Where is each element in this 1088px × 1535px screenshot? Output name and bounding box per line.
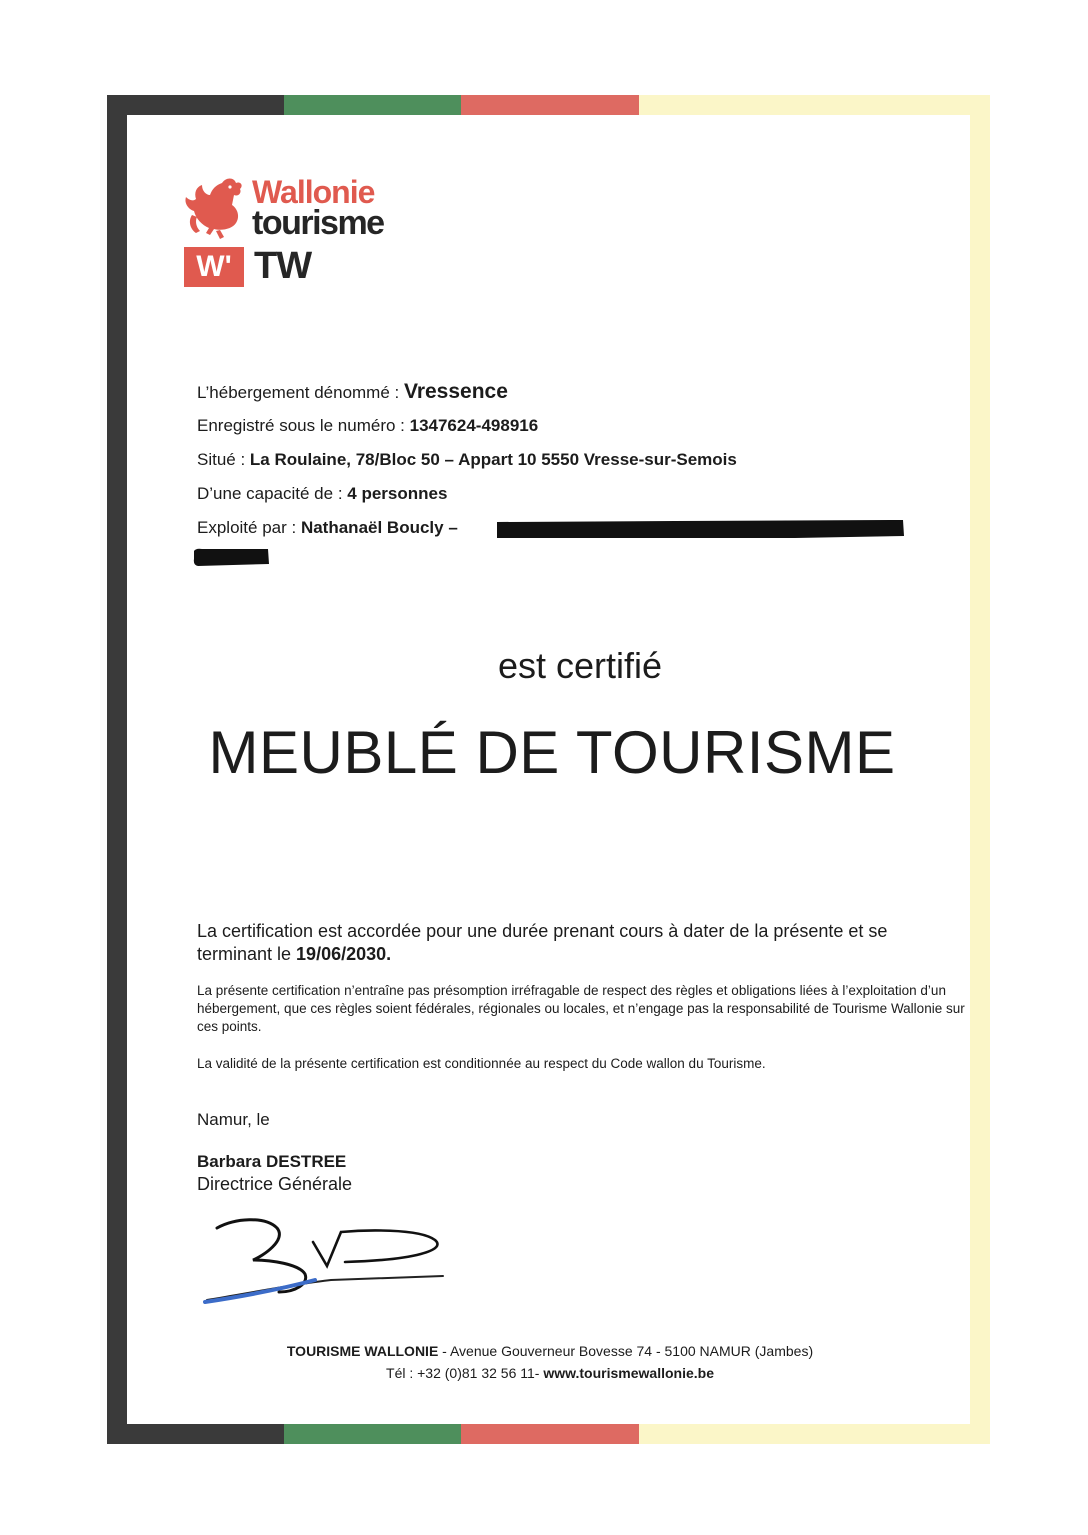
signer-name: Barbara DESTREE — [197, 1152, 347, 1171]
footer-website: www.tourismewallonie.be — [543, 1365, 714, 1381]
border-bottom-dark — [107, 1424, 284, 1444]
grant-text: La certification est accordée pour une durée prenant cours à dater de la présente et se terminant le — [197, 921, 888, 964]
border-bottom-red — [461, 1424, 639, 1444]
border-top-red — [461, 95, 639, 115]
detail-name — [197, 378, 957, 412]
redaction-bar-small — [192, 547, 270, 567]
detail-location-value: La Roulaine, 78/Bloc 50 – Appart 10 5550 Vresse-sur-Semois — [249, 450, 737, 469]
detail-capacity-label: D’une capacité de : — [197, 484, 348, 503]
detail-location — [197, 446, 957, 480]
logo-wallonie-text: Wallonie — [252, 174, 375, 210]
border-top-dark — [107, 95, 284, 115]
detail-capacity — [197, 480, 957, 514]
border-top-green — [284, 95, 461, 115]
logo-tw-text: TW — [254, 245, 312, 287]
logo-tourisme-text: tourisme — [252, 204, 384, 242]
validity-paragraph: La validité de la présente certification est conditionnée au respect du Code wallon du Tourisme. — [197, 1056, 766, 1071]
grant-end-date: 19/06/2030. — [296, 944, 392, 964]
detail-number-label: Enregistré sous le numéro : — [197, 416, 410, 435]
certification-title: MEUBLÉ DE TOURISME — [208, 719, 896, 786]
footer-contact-line — [0, 1362, 1088, 1384]
detail-name-value: Vressence — [403, 380, 508, 403]
legal-paragraph: La présente certification n’entraîne pas présomption irréfragable de respect des règles et obligations liées à l’exploitation d’un hébergement, que ces règles soient fédérales, régionales ou locales, et n’engage pas la responsabilité de Tourisme Wallonie sur ces points. — [197, 983, 965, 1034]
border-top — [107, 95, 990, 115]
footer-address: - Avenue Gouverneur Bovesse 74 - 5100 NAMUR (Jambes) — [438, 1343, 814, 1359]
detail-number-value: 1347624-498916 — [409, 416, 539, 435]
detail-location-label: Situé : — [197, 450, 250, 469]
wallonie-tourisme-logo — [182, 175, 422, 295]
border-top-yellow — [639, 95, 990, 115]
place-date: Namur, le — [197, 1110, 270, 1129]
border-bottom-yellow — [639, 1424, 990, 1444]
footer-org: TOURISME WALLONIE — [286, 1343, 439, 1359]
detail-capacity-value: 4 personnes — [347, 484, 448, 503]
signer-role: Directrice Générale — [197, 1174, 353, 1194]
footer-address-line — [0, 1340, 1088, 1362]
grant-paragraph — [197, 920, 967, 966]
handwritten-signature — [195, 1210, 455, 1310]
rooster-icon — [182, 175, 248, 241]
detail-operator-value: Nathanaël Boucly – — [300, 518, 458, 537]
certified-intro: est certifié — [497, 645, 663, 686]
border-bottom — [107, 1424, 990, 1444]
detail-operator-label: Exploité par : — [197, 518, 301, 537]
logo-w-badge: W' — [184, 247, 244, 287]
detail-name-label: L’hébergement dénommé : — [197, 383, 404, 402]
footer-phone: Tél : +32 (0)81 32 56 11- — [386, 1365, 544, 1381]
redaction-bar — [495, 519, 905, 539]
detail-number — [197, 412, 957, 446]
border-bottom-green — [284, 1424, 461, 1444]
footer — [0, 1340, 1088, 1384]
